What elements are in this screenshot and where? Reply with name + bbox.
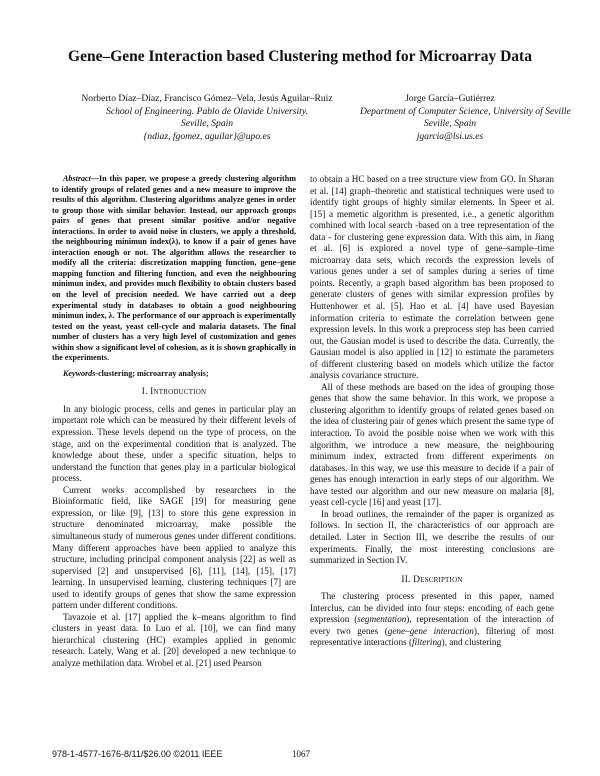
footer-isbn: 978-1-4577-1676-8/11/$26.00 ©2011 IEEE [52, 749, 223, 759]
keywords-label: Keywords [63, 368, 96, 378]
section-heading-description: II. Description [401, 574, 463, 585]
author-names: Norberto Díaz–Díaz, Francisco Gómez–Vela, Jesús Aguilar–Ruiz [81, 93, 333, 104]
author-location: Seville, Spain [423, 118, 477, 130]
keywords [52, 369, 296, 380]
paragraph: Current works accomplished by researchers in the Bioinformatic field, like SAGE [19] for measuring gene expression, or like [9], [13] to store this gene expression in structure denominated microarray, make possible the simultaneous study of numerous genes under different conditions. Many different approaches have been applied to analyze this structure, including principal component analysis [22] as well as supervised [2] and unsupervised [6], [11], [14], [15], [17] learning. In unsupervised learning, clustering techniques [7] are used to identify groups of genes that show the same expression pattern under different conditions. [52, 484, 296, 611]
keywords-text: -clustering; microarray analysis; [95, 368, 209, 378]
paper-title: Gene–Gene Interaction based Clustering method for Microarray Data [68, 48, 532, 65]
paragraph: In any biologic process, cells and genes in particular play an important role which can be measured by their different levels of expression. These levels depend on the type of process, on the stage, and on the experimental condition that is analyzed. The knowledge about these, under a specific situation, helps to understand the function that genes play in a particular biological process. [52, 403, 296, 484]
paragraph: In broad outlines, the remainder of the paper is organized as follows. In section II, the characteristics of our approach are detailed. Later in Section III, we describe the results of our experiments. Finally, the most interesting conclusions are summarized in Section IV. [310, 508, 554, 566]
author-block-2 [360, 93, 571, 143]
paragraph: The clustering process presented in this paper, named Interclus, can be divided into four steps: encoding of each gene expression (segmentation), representation of the interaction of every two genes (gene–gene interaction), filtering of most representative interactions (filtering), and clustering [310, 591, 554, 648]
abstract [52, 174, 296, 364]
author-email: {ndiaz, fgomez, aguilar}@upo.es [143, 130, 271, 142]
paragraph: to obtain a HC based on a tree structure view from GO. In Sharan et al. [14] graph–theoretic and statistical techniques were used to identify tight groups of highly similar elements. In Speer et al. [15] a memetic algorithm is presented, i.e., a genetic algorithm combined with local search -based on a tree representation of the data - for clustering gene expression data. With this aim, in Jiang et al. [6] is explored a novel type of gene–sample–time microarray data sets, which records the expression levels of various genes under a set of samples during a series of time points. Recently, a graph based algorithm has been proposed to generate clusters of genes with similar expression profiles by Huttenhower et al. [5]. Hao et al. [4] have used Bayesian information criteria to estimate the correlation between gene expression levels. In this work a preprocess step has been carried out, the Gausian model is used to describe the data. Currently, the Gausian model is also applied in [12] to estimate the parameters of different clustering based on models which utilize the factor analysis covariance structure. [310, 174, 554, 381]
author-names: Jorge García–Gutiérrez [405, 93, 495, 104]
right-column [310, 174, 554, 649]
method-name: Interclus [310, 602, 343, 613]
abstract-text: —In this paper, we propose a greedy clustering algorithm to identify groups of related genes and a new measure to improve the results of this algorithm. Clustering algorithms analyze genes in order to group those with similar behavior. Instead, our approach groups pairs of genes that present similar positive and/or negative interactions. In order to avoid noise in clusters, we apply a threshold, the neighbouring minimun index(λ), to know if a pair of genes have interaction enough or not. The algorithm allows the researcher to modify all the criteria: discretization mapping function, gene–gene mapping function and filtering function, and even the neighbouring minimun index, and provides much flexibility to obtain clusters based on the level of precision needed. We have carried out a deep experimental study in databases to obtain a good neighbouring minimun index, λ. The performance of our approach is experimentally tested on the yeast, yeast cell-cycle and malaria datasets. The final number of clusters has a very high level of customization and genes within show a significant level of cohesion, as it is shown graphically in the experiments. [52, 174, 296, 363]
author-affiliation: School of Engineering. Pablo de Olavide University. [106, 105, 308, 117]
paragraph: All of these methods are based on the idea of grouping those genes that show the same behavior. In this work, we propose a clustering algorithm to identify groups of related genes based on the idea of clustering pair of genes which present the same type of interaction. To avoid the posible noise when we work with this algorithm, we introduce a new measure, the neighbouring minimum index, extracted from different experiments on databases. In this way, we use this measure to decide if a pair of genes has enough interaction in early steps of our algorithm. We have tested our algorithm and our new measure on malaria [8], yeast cell-cycle [16] and yeast [17]. [310, 381, 554, 508]
author-location: Seville, Spain [180, 118, 234, 130]
page-number: 1067 [292, 749, 310, 759]
section-heading-introduction: I. Introduction [141, 387, 207, 398]
author-email: jgarcia@lsi.us.es [416, 130, 484, 142]
author-block-1 [72, 93, 342, 143]
abstract-label: Abstract [63, 174, 91, 183]
paragraph: Tavazoie et al. [17] applied the k–means algorithm to find clusters in yeast data. In Luo et al. [10], we can find many hierarchical clustering (HC) examples applied in genomic research. Lately, Wang et al. [20] developed a new technique to analyze methilation data. Wrobel et al. [21] used Pearson [52, 611, 296, 668]
left-column [52, 174, 296, 670]
author-affiliation: Department of Computer Science, University of Seville [360, 105, 571, 117]
